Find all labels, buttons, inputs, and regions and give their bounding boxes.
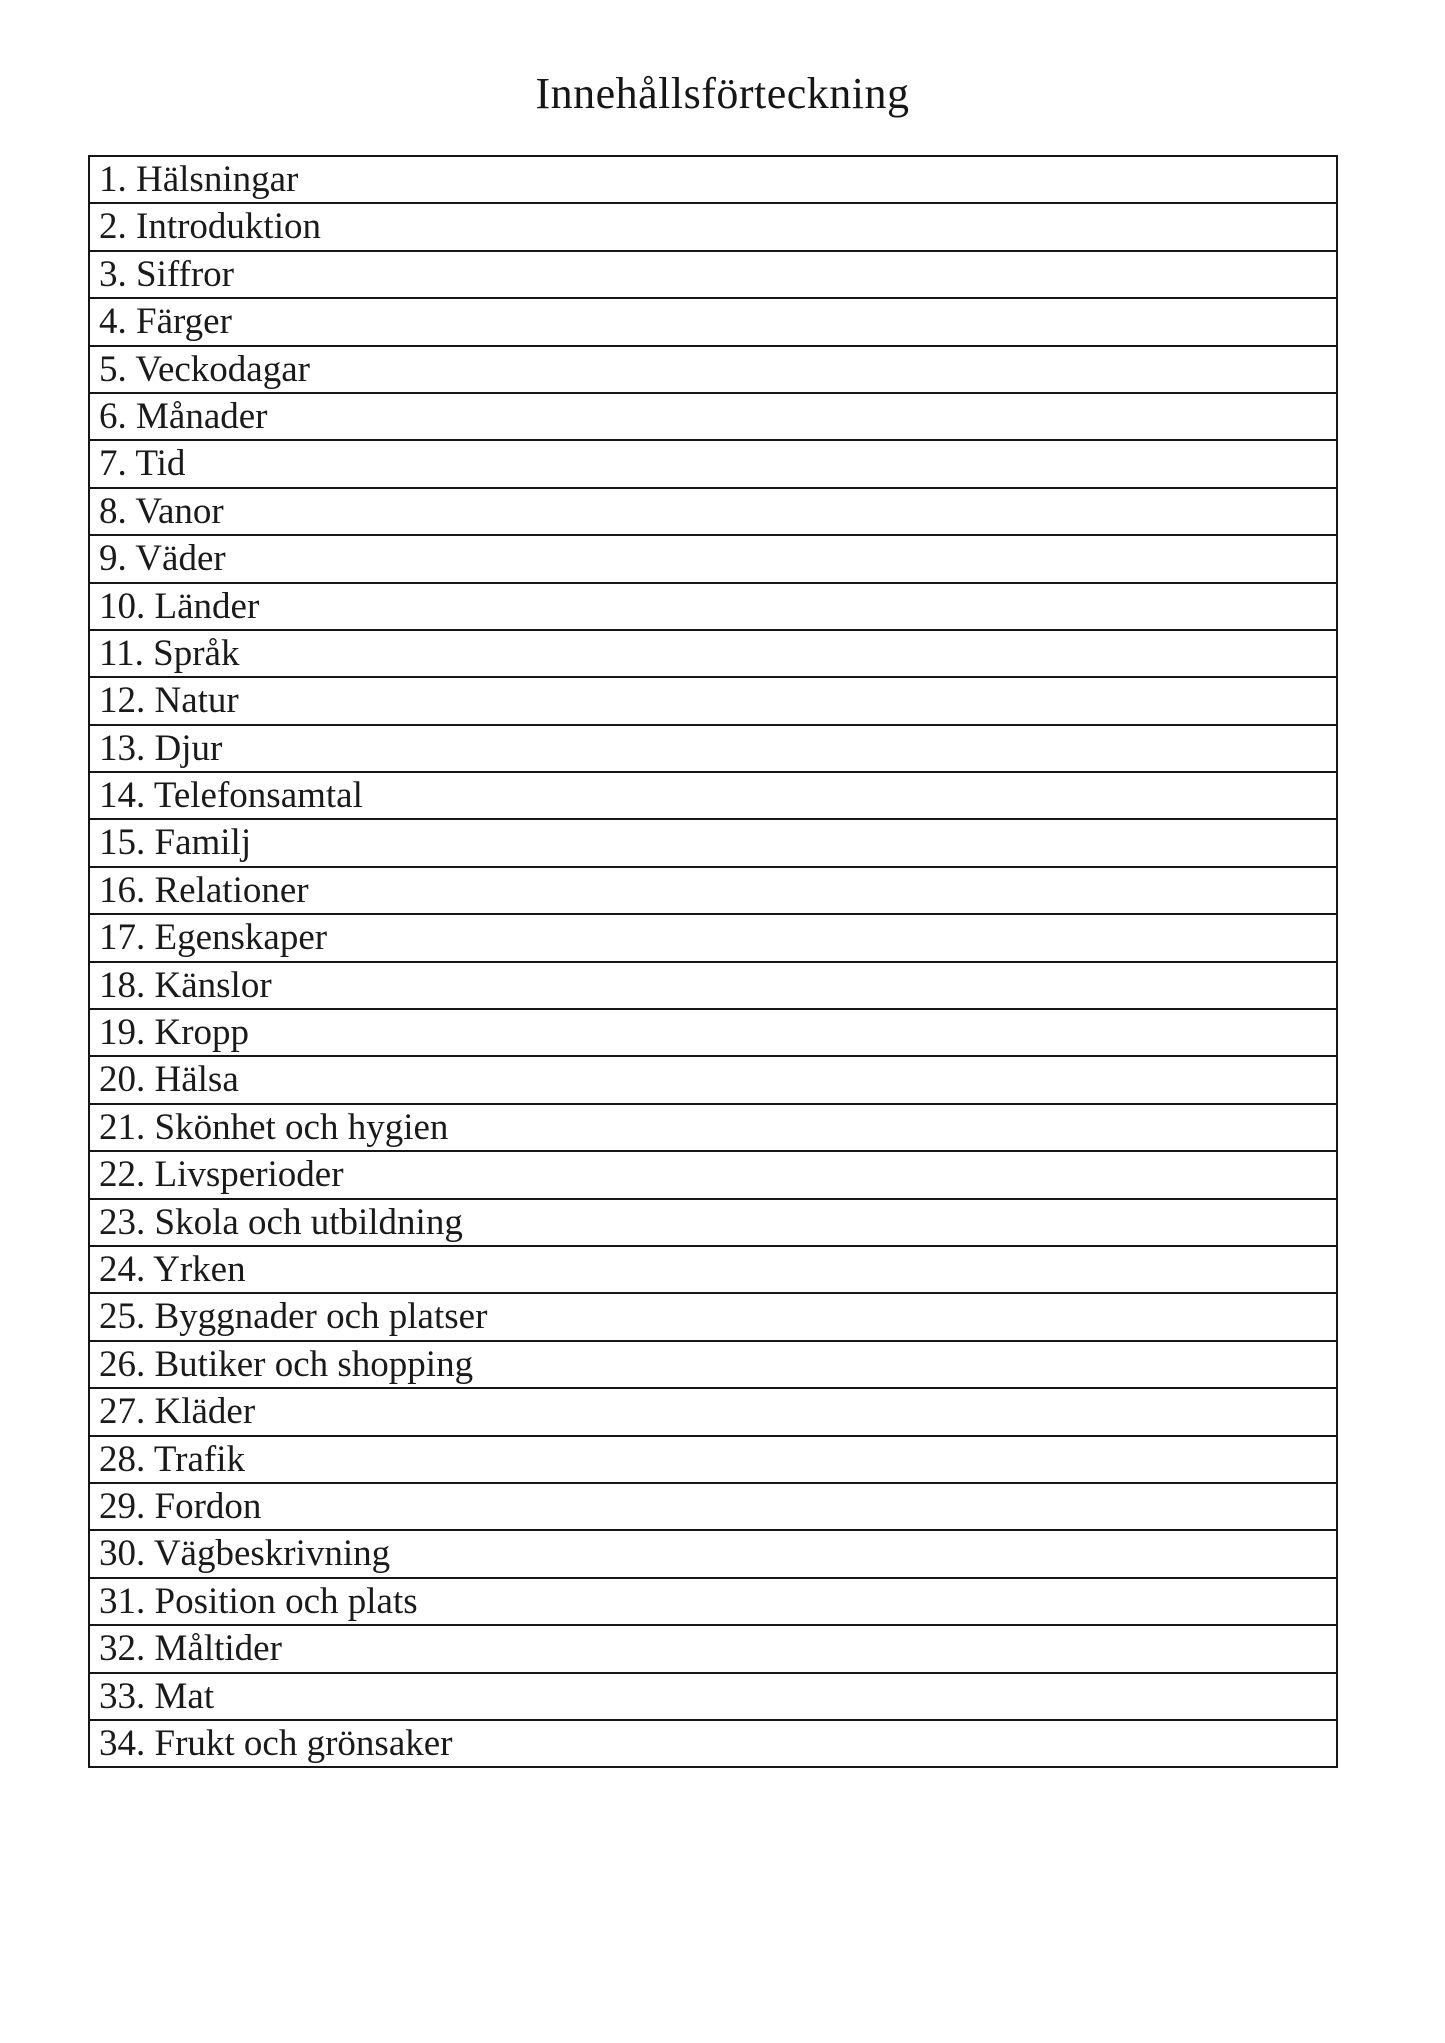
toc-row [90, 963, 1336, 1010]
toc-row-label: 18. Känslor [99, 964, 272, 1006]
toc-row-label: 32. Måltider [99, 1628, 282, 1670]
toc-row [90, 394, 1336, 441]
toc-row-label: 31. Position och plats [99, 1580, 418, 1622]
toc-row [90, 204, 1336, 251]
toc-row-label: 15. Familj [99, 822, 252, 864]
toc-row [90, 1152, 1336, 1199]
toc-row-label: 33. Mat [99, 1675, 215, 1717]
toc-row-label: 6. Månader [99, 395, 268, 437]
toc-row [90, 1626, 1336, 1673]
toc-row-label: 23. Skola och utbildning [99, 1201, 463, 1243]
toc-row-label: 1. Hälsningar [99, 159, 299, 200]
toc-row-label: 27. Kläder [99, 1391, 256, 1433]
toc-row-label: 24. Yrken [99, 1248, 246, 1290]
toc-row [90, 1389, 1336, 1436]
toc-row-label: 12. Natur [99, 680, 239, 722]
toc-row [90, 1484, 1336, 1531]
toc-row [90, 773, 1336, 820]
toc-row [90, 1579, 1336, 1626]
toc-row [90, 1674, 1336, 1721]
toc-row-label: 28. Trafik [99, 1438, 245, 1480]
toc-row-label: 14. Telefonsamtal [99, 775, 363, 817]
toc-row-label: 25. Byggnader och platser [99, 1296, 488, 1338]
toc-row-label: 10. Länder [99, 585, 260, 627]
toc-row [90, 252, 1336, 299]
toc-row [90, 157, 1336, 204]
toc-row-label: 2. Introduktion [99, 206, 321, 248]
toc-row [90, 631, 1336, 678]
toc-row-label: 11. Språk [99, 632, 240, 674]
toc-row [90, 1721, 1336, 1766]
toc-row [90, 489, 1336, 536]
toc-row [90, 299, 1336, 346]
toc-row-label: 22. Livsperioder [99, 1154, 344, 1196]
toc-row-label: 9. Väder [99, 538, 226, 580]
toc-row-label: 29. Fordon [99, 1485, 262, 1527]
toc-row-label: 13. Djur [99, 727, 223, 769]
toc-row [90, 584, 1336, 631]
toc-row [90, 868, 1336, 915]
toc-table [88, 155, 1338, 1768]
toc-row-label: 5. Veckodagar [99, 348, 310, 390]
toc-row-label: 21. Skönhet och hygien [99, 1106, 449, 1148]
toc-row [90, 1057, 1336, 1104]
toc-row [90, 1437, 1336, 1484]
toc-row-label: 26. Butiker och shopping [99, 1343, 474, 1385]
toc-row-label: 34. Frukt och grönsaker [99, 1722, 453, 1764]
toc-row [90, 1200, 1336, 1247]
toc-row [90, 726, 1336, 773]
toc-row [90, 1247, 1336, 1294]
toc-row [90, 1105, 1336, 1152]
toc-row [90, 678, 1336, 725]
toc-row-label: 8. Vanor [99, 490, 224, 532]
toc-row [90, 536, 1336, 583]
toc-row [90, 1294, 1336, 1341]
toc-row [90, 347, 1336, 394]
toc-row-label: 30. Vägbeskrivning [99, 1533, 391, 1575]
toc-row-label: 7. Tid [99, 443, 186, 485]
toc-row-label: 16. Relationer [99, 869, 309, 911]
toc-row [90, 820, 1336, 867]
page-title: Innehållsförteckning [535, 69, 910, 118]
toc-row [90, 1531, 1336, 1578]
toc-row-label: 4. Färger [99, 301, 232, 343]
toc-row-label: 20. Hälsa [99, 1059, 239, 1101]
toc-row [90, 1342, 1336, 1389]
toc-row-label: 17. Egenskaper [99, 917, 328, 959]
toc-row [90, 1010, 1336, 1057]
toc-row-label: 3. Siffror [99, 253, 234, 295]
toc-row [90, 441, 1336, 488]
toc-row-label: 19. Kropp [99, 1012, 250, 1054]
toc-row [90, 915, 1336, 962]
